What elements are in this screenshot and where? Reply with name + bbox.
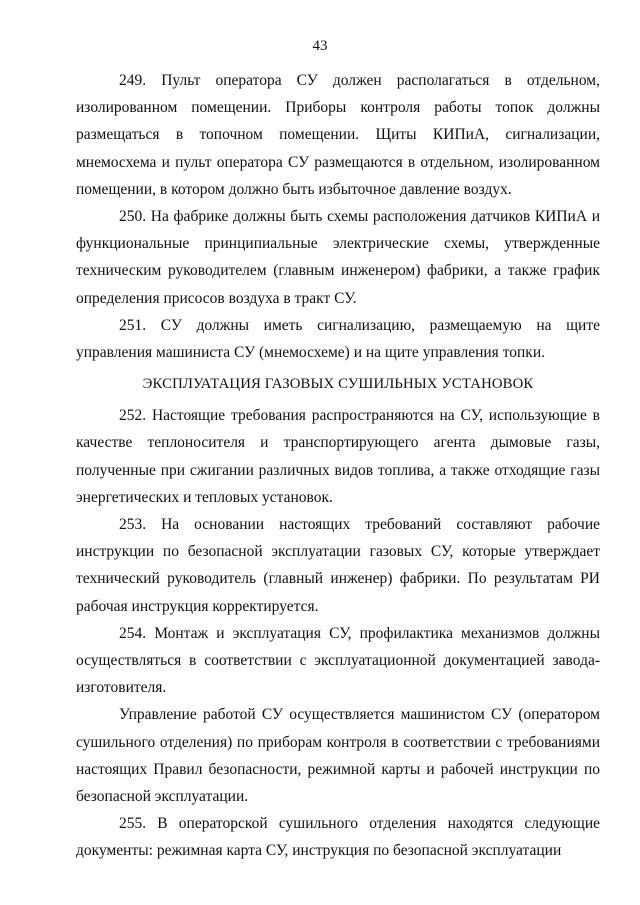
paragraph-255: 255. В операторской сушильного отделения находятся следующие документы: режимная карта СУ, инструкция по безопасной эксплуатации xyxy=(76,815,600,860)
page-number: 43 xyxy=(312,38,328,54)
paragraph-254: 254. Монтаж и эксплуатация СУ, профилактика механизмов должны осуществляться в соответствии с эксплуатационной документацией завода-изготовителя. xyxy=(76,624,600,697)
section-heading: ЭКСПЛУАТАЦИЯ ГАЗОВЫХ СУШИЛЬНЫХ УСТАНОВОК xyxy=(142,376,534,393)
paragraph-252: 252. Настоящие требования распространяются на СУ, использующие в качестве теплоносителя и транспортирующего агента дымовые газы, полученные при сжигании различных видов топлива, а также отходящие газы энергетических и тепловых установок. xyxy=(76,407,600,506)
page-content xyxy=(76,67,600,865)
paragraph-254-continuation: Управление работой СУ осуществляется машинистом СУ (оператором сушильного отделения) по приборам контроля в соответствии с требованиями настоящих Правил безопасности, режимной карты и рабочей инструкции по безопасной эксплуатации. xyxy=(76,706,600,806)
paragraph-251: 251. СУ должны иметь сигнализацию, размещаемую на щите управления машиниста СУ (мнемосхеме) и на щите управления топки. xyxy=(76,316,600,362)
paragraph-253: 253. На основании настоящих требований составляют рабочие инструкции по безопасной эксплуатации газовых СУ, которые утверждает технический руководитель (главный инженер) фабрики. По результатам РИ рабочая инструкция корректируется. xyxy=(76,516,600,615)
paragraph-250: 250. На фабрике должны быть схемы расположения датчиков КИПиА и функциональные принципиальные электрические схемы, утвержденные техническим руководителем (главным инженером) фабрики, а также график определения присосов воздуха в тракт СУ. xyxy=(76,208,600,307)
paragraph-249: 249. Пульт оператора СУ должен располагаться в отдельном, изолированном помещении. Приборы контроля работы топок должны размещаться в топочном помещении. Щиты КИПиА, сигнализации, мнемосхема и пульт оператора СУ размещаются в отдельном, изолированном помещении, в котором должно быть избыточное давление воздух. xyxy=(76,72,600,198)
